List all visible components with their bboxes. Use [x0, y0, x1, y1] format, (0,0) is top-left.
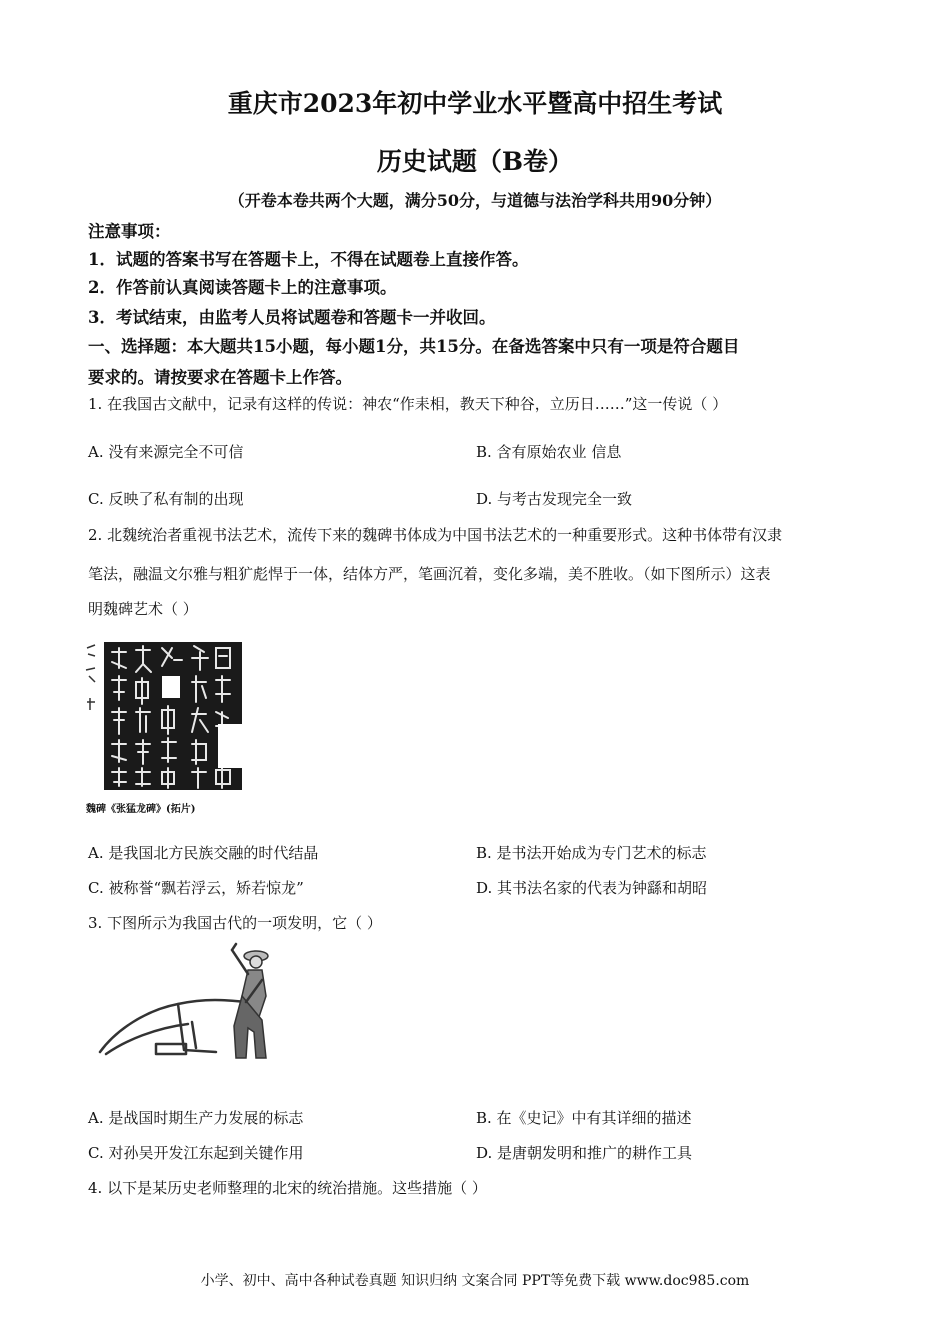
question-1-stem: 1. 在我国古文献中，记录有这样的传说：神农“作耒相，教天下种谷，立历日……”这一传说（ ）	[88, 395, 728, 413]
stele-rubbing-image	[84, 640, 244, 795]
question-2-option-d: D. 其书法名家的代表为钟繇和胡昭	[476, 879, 708, 897]
question-1-option-a: A. 没有来源完全不可信	[88, 443, 244, 461]
question-3-stem: 3. 下图所示为我国古代的一项发明，它（ ）	[88, 914, 382, 932]
question-1-option-c: C. 反映了私有制的出现	[88, 490, 244, 508]
exam-note: （开卷本卷共两个大题，满分50分，与道德与法治学科共用90分钟）	[228, 191, 722, 210]
plough-illustration	[96, 940, 286, 1070]
question-2-option-a: A. 是我国北方民族交融的时代结晶	[88, 844, 319, 862]
exam-title: 重庆市2023年初中学业水平暨高中招生考试	[227, 89, 723, 118]
page-footer: 小学、初中、高中各种试卷真题 知识归纳 文案合同 PPT等免费下载 www.doc985.com	[200, 1273, 750, 1289]
section-heading: 一、选择题：本大题共15小题，每小题1分，共15分。在备选答案中只有一项是符合题目	[88, 337, 740, 356]
question-2-stem: 笔法，融温文尔雅与粗犷彪悍于一体，结体方严，笔画沉着，变化多端，美不胜收。（如下图所示）这表	[88, 565, 771, 583]
section-heading-cont: 要求的。请按要求在答题卡上作答。	[88, 368, 352, 387]
notice-item: 3．考试结束，由监考人员将试题卷和答题卡一并收回。	[88, 308, 496, 327]
exam-subtitle: 历史试题（B卷）	[376, 147, 574, 176]
question-1-option-b: B. 含有原始农业 信息	[476, 443, 622, 461]
question-2-stem: 2. 北魏统治者重视书法艺术，流传下来的魏碑书体成为中国书法艺术的一种重要形式。这种书体带有汉隶	[88, 526, 783, 544]
notice-item: 1．试题的答案书写在答题卡上，不得在试题卷上直接作答。	[88, 250, 529, 269]
question-2-stem: 明魏碑艺术（ ）	[88, 600, 198, 618]
notice-heading: 注意事项：	[88, 222, 171, 241]
question-2-option-c: C. 被称誉“飘若浮云，矫若惊龙”	[88, 879, 304, 897]
figure-caption: 魏碑《张猛龙碑》(拓片)	[86, 804, 196, 815]
question-3-option-b: B. 在《史记》中有其详细的描述	[476, 1109, 692, 1127]
question-3-option-d: D. 是唐朝发明和推广的耕作工具	[476, 1144, 693, 1162]
question-2-option-b: B. 是书法开始成为专门艺术的标志	[476, 844, 707, 862]
question-1-option-d: D. 与考古发现完全一致	[476, 490, 633, 508]
question-3-option-c: C. 对孙吴开发江东起到关键作用	[88, 1144, 304, 1162]
notice-item: 2．作答前认真阅读答题卡上的注意事项。	[88, 278, 397, 297]
question-4-stem: 4. 以下是某历史老师整理的北宋的统治措施。这些措施（ ）	[88, 1179, 487, 1197]
question-3-option-a: A. 是战国时期生产力发展的标志	[88, 1109, 304, 1127]
